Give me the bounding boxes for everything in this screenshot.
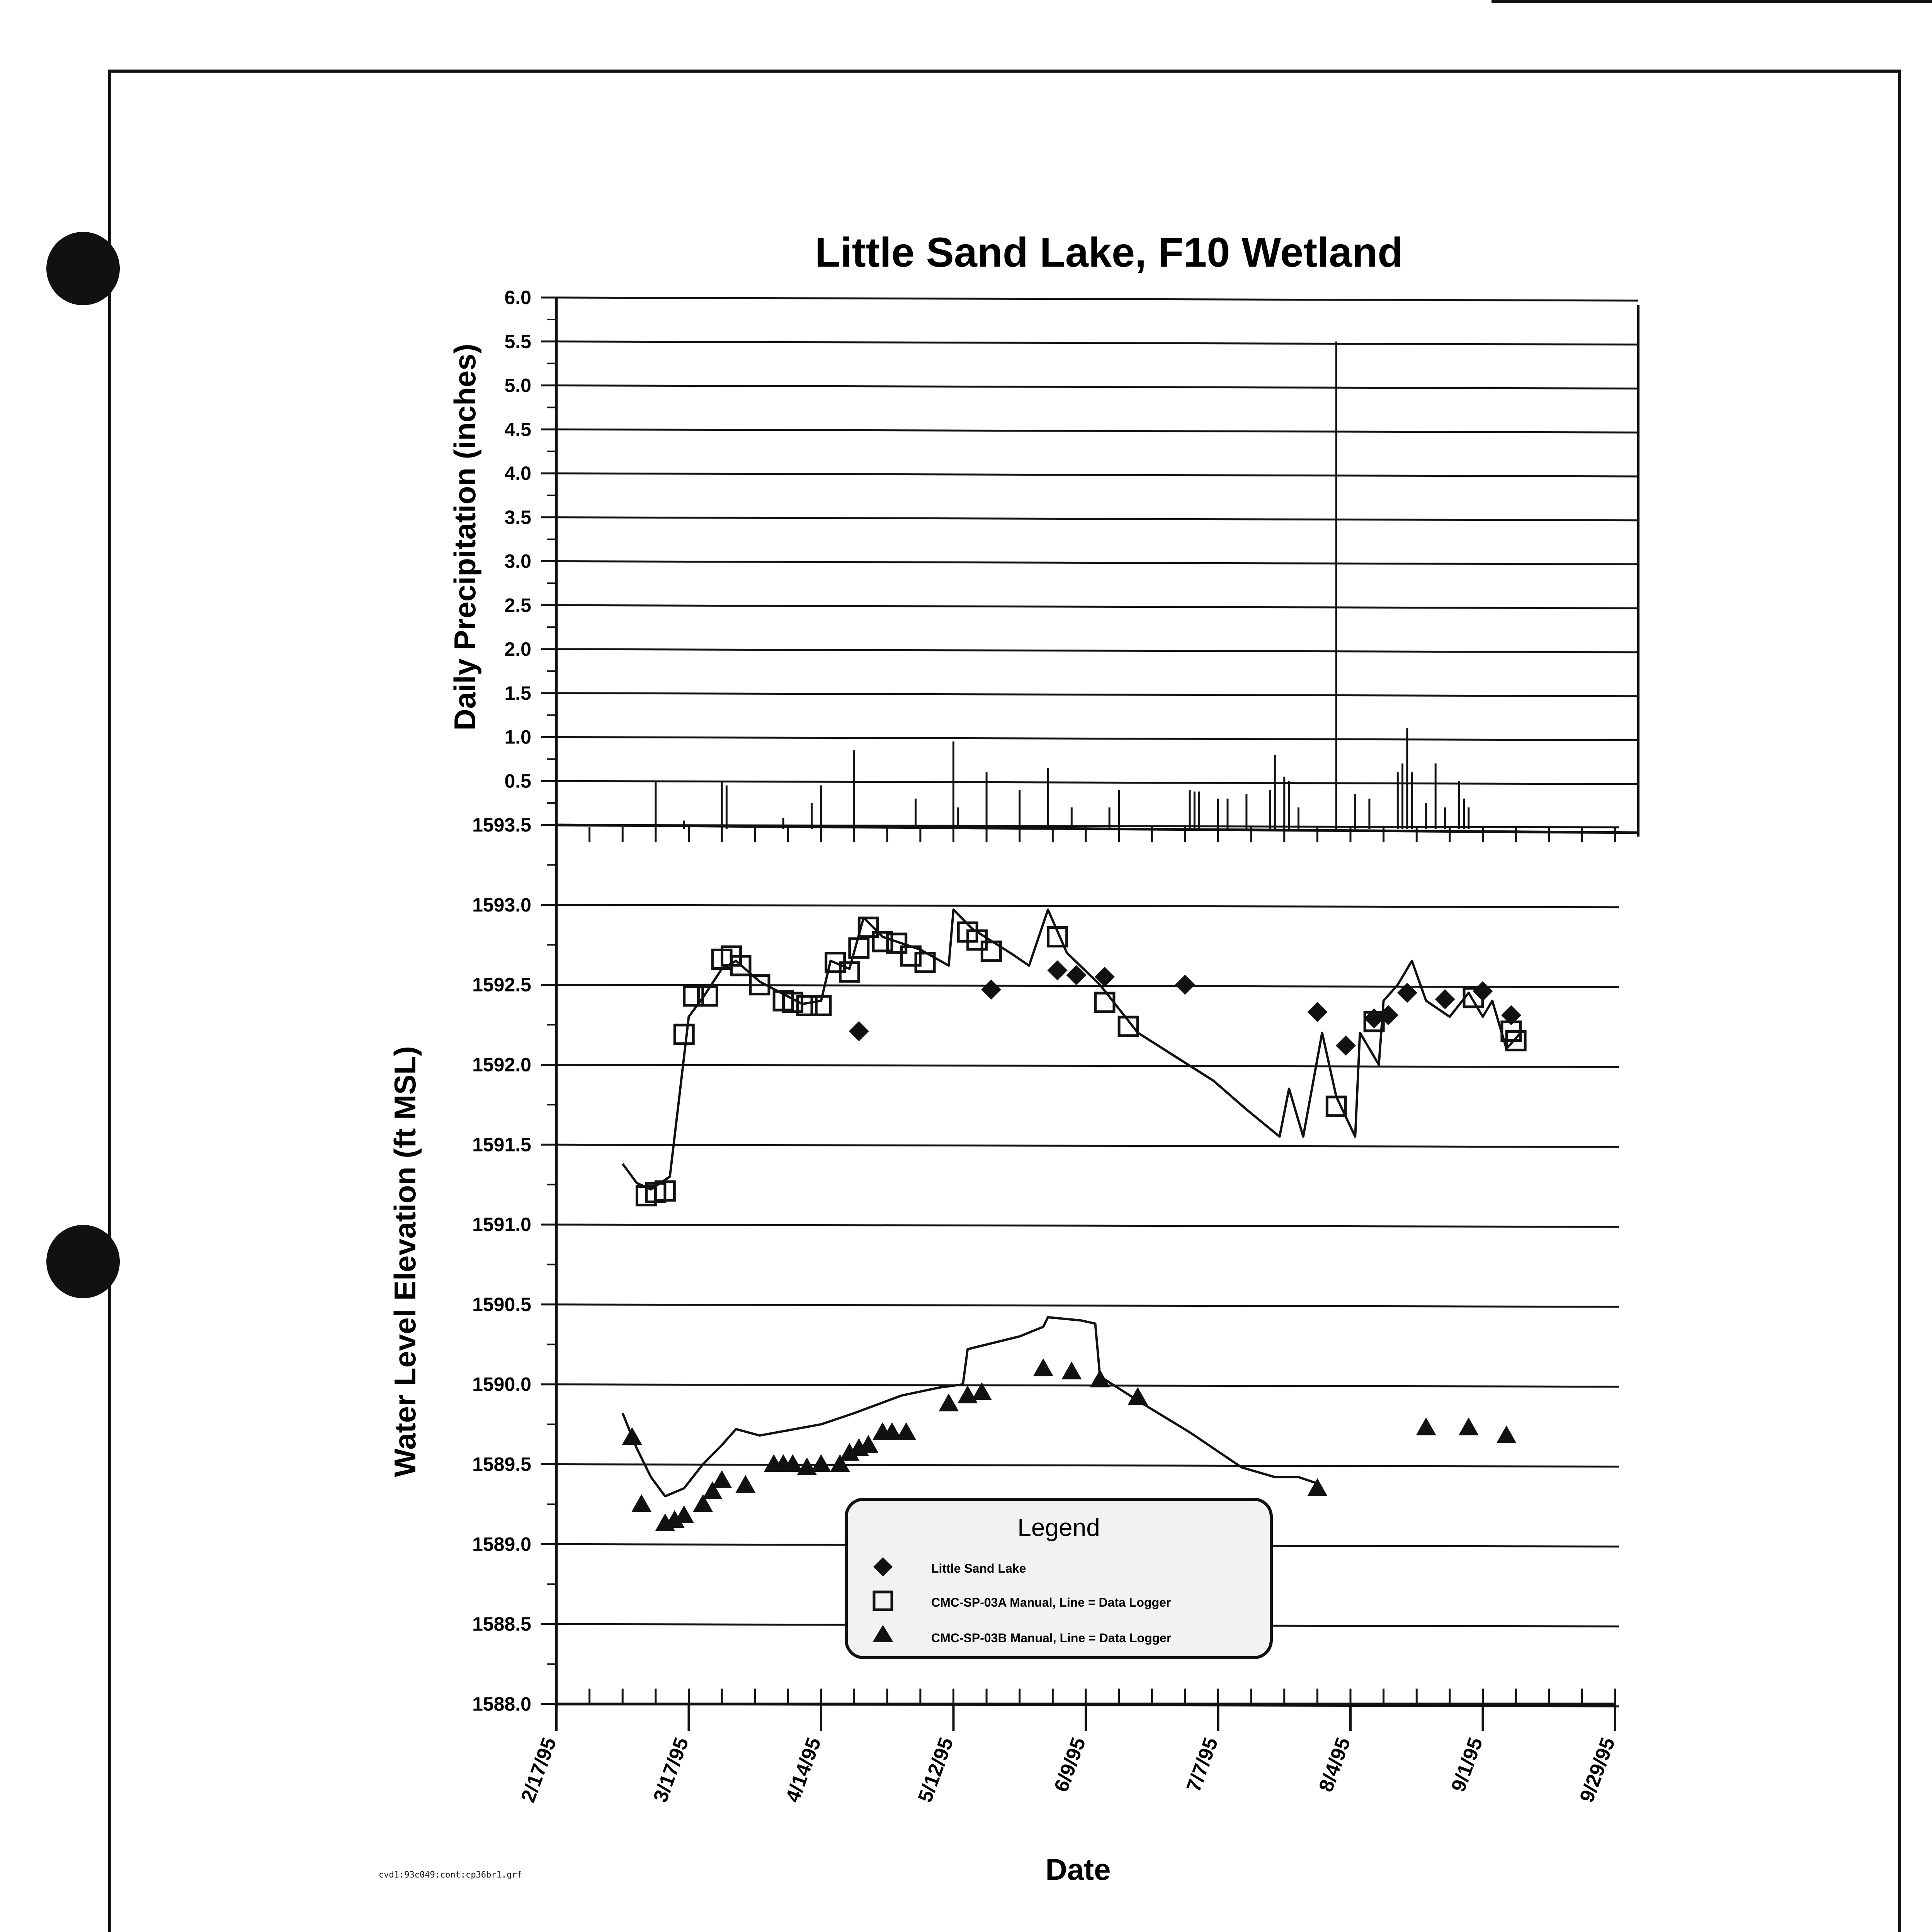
data-logger-line <box>622 1317 1317 1496</box>
cmc-sp-03b-point <box>735 1475 755 1493</box>
precip-gridline <box>556 342 1638 345</box>
precip-tick-label: 5.0 <box>504 374 531 396</box>
precip-gridline <box>556 649 1638 652</box>
precip-gridline <box>556 737 1638 740</box>
precip-gridline <box>556 298 1638 301</box>
precip-gridline <box>556 561 1638 565</box>
precip-tick-label: 1.5 <box>504 682 531 704</box>
file-reference: cvd1:93c049:cont:cp36br1.grf <box>379 1870 522 1880</box>
water-level-axis-label: Water Level Elevation (ft MSL) <box>388 1046 422 1477</box>
water-level-tick-label: 1591.5 <box>472 1134 531 1156</box>
x-tick-label: 9/1/95 <box>1447 1735 1487 1795</box>
date-axis-label: Date <box>1045 1852 1111 1886</box>
cmc-sp-03a-point <box>675 1025 693 1044</box>
legend-entry-little-sand-lake: Little Sand Lake <box>931 1561 1026 1575</box>
water-level-gridline <box>556 1464 1619 1467</box>
water-level-tick-label: 1589.5 <box>472 1453 531 1475</box>
x-tick-label: 3/17/95 <box>649 1735 693 1806</box>
cmc-sp-03b-point <box>1497 1425 1517 1443</box>
precip-tick-label: 2.0 <box>504 638 531 660</box>
precip-gridline <box>556 429 1638 432</box>
data-logger-line <box>622 910 1520 1189</box>
cmc-sp-03b-point <box>939 1393 959 1411</box>
precip-tick-label: 4.5 <box>504 418 531 440</box>
precip-gridline <box>556 386 1638 389</box>
x-tick-label: 5/12/95 <box>913 1735 958 1806</box>
water-level-tick-label: 1590.5 <box>472 1293 531 1315</box>
water-level-gridline <box>556 1384 1619 1387</box>
precip-gridline <box>556 473 1638 476</box>
water-level-tick-label: 1593.0 <box>472 894 531 916</box>
little-sand-lake-point <box>1175 975 1195 995</box>
water-level-tick-label: 1591.0 <box>472 1214 531 1236</box>
water-level-tick-label: 1588.5 <box>472 1613 531 1635</box>
water-level-tick-label: 1589.0 <box>472 1533 531 1555</box>
legend-entry-cmc-sp-03b: CMC-SP-03B Manual, Line = Data Logger <box>931 1631 1172 1645</box>
cmc-sp-03b-point <box>957 1386 978 1403</box>
cmc-sp-03b-point <box>674 1505 694 1523</box>
little-sand-lake-point <box>1048 960 1068 980</box>
cmc-sp-03b-point <box>622 1427 642 1445</box>
cmc-sp-03a-point <box>1095 993 1114 1012</box>
water-level-tick-label: 1592.5 <box>472 974 531 996</box>
x-tick-label: 2/17/95 <box>517 1735 561 1806</box>
legend <box>846 1499 1271 1658</box>
water-level-gridline <box>556 1304 1619 1307</box>
water-level-gridline <box>556 1145 1619 1147</box>
precip-tick-label: 0.5 <box>504 770 531 792</box>
precip-tick-label: 2.5 <box>504 594 531 616</box>
x-tick-label: 9/29/95 <box>1575 1735 1620 1806</box>
cmc-sp-03b-point <box>797 1458 817 1475</box>
precip-gridline <box>556 693 1638 696</box>
cmc-sp-03b-point <box>896 1422 916 1440</box>
legend-entry-cmc-sp-03a: CMC-SP-03A Manual, Line = Data Logger <box>931 1595 1171 1609</box>
water-level-gridline <box>556 1225 1619 1227</box>
precip-gridline <box>556 517 1638 520</box>
x-tick-label: 4/14/95 <box>781 1735 826 1806</box>
cmc-sp-03b-point <box>1061 1362 1082 1379</box>
water-level-gridline <box>556 1065 1619 1067</box>
precip-gridline <box>556 605 1638 608</box>
precip-tick-label: 5.5 <box>504 330 531 352</box>
little-sand-lake-point <box>1435 989 1455 1009</box>
water-level-tick-label: 1593.5 <box>472 814 531 836</box>
legend-title: Legend <box>1017 1514 1100 1541</box>
cmc-sp-03b-point <box>1459 1417 1479 1435</box>
precip-axis-label: Daily Precipitation (inches) <box>448 344 482 731</box>
little-sand-lake-point <box>849 1021 869 1041</box>
water-level-tick-label: 1590.0 <box>472 1373 531 1395</box>
precip-tick-label: 3.0 <box>504 550 531 572</box>
water-level-gridline <box>556 905 1619 907</box>
little-sand-lake-point <box>1336 1036 1356 1056</box>
cmc-sp-03b-point <box>811 1454 831 1472</box>
water-level-tick-label: 1592.0 <box>472 1054 531 1076</box>
x-tick-label: 7/7/95 <box>1182 1735 1223 1795</box>
precip-tick-label: 6.0 <box>504 287 531 308</box>
chart-title: Little Sand Lake, F10 Wetland <box>815 229 1403 276</box>
precip-tick-label: 4.0 <box>504 463 531 484</box>
x-tick-label: 8/4/95 <box>1315 1735 1355 1795</box>
cmc-sp-03b-point <box>1090 1369 1110 1387</box>
cmc-sp-03b-point <box>1416 1417 1436 1435</box>
precip-tick-label: 1.0 <box>504 726 531 748</box>
precip-gridline <box>556 781 1638 784</box>
water-level-tick-label: 1588.0 <box>472 1693 531 1715</box>
little-sand-lake-point <box>1307 1002 1327 1022</box>
cmc-sp-03b-point <box>631 1494 651 1512</box>
cmc-sp-03b-point <box>1033 1358 1053 1376</box>
precip-tick-label: 3.5 <box>504 506 531 528</box>
x-tick-label: 6/9/95 <box>1050 1735 1090 1795</box>
cmc-sp-03b-point <box>712 1470 732 1488</box>
little-sand-lake-point <box>981 980 1001 1000</box>
